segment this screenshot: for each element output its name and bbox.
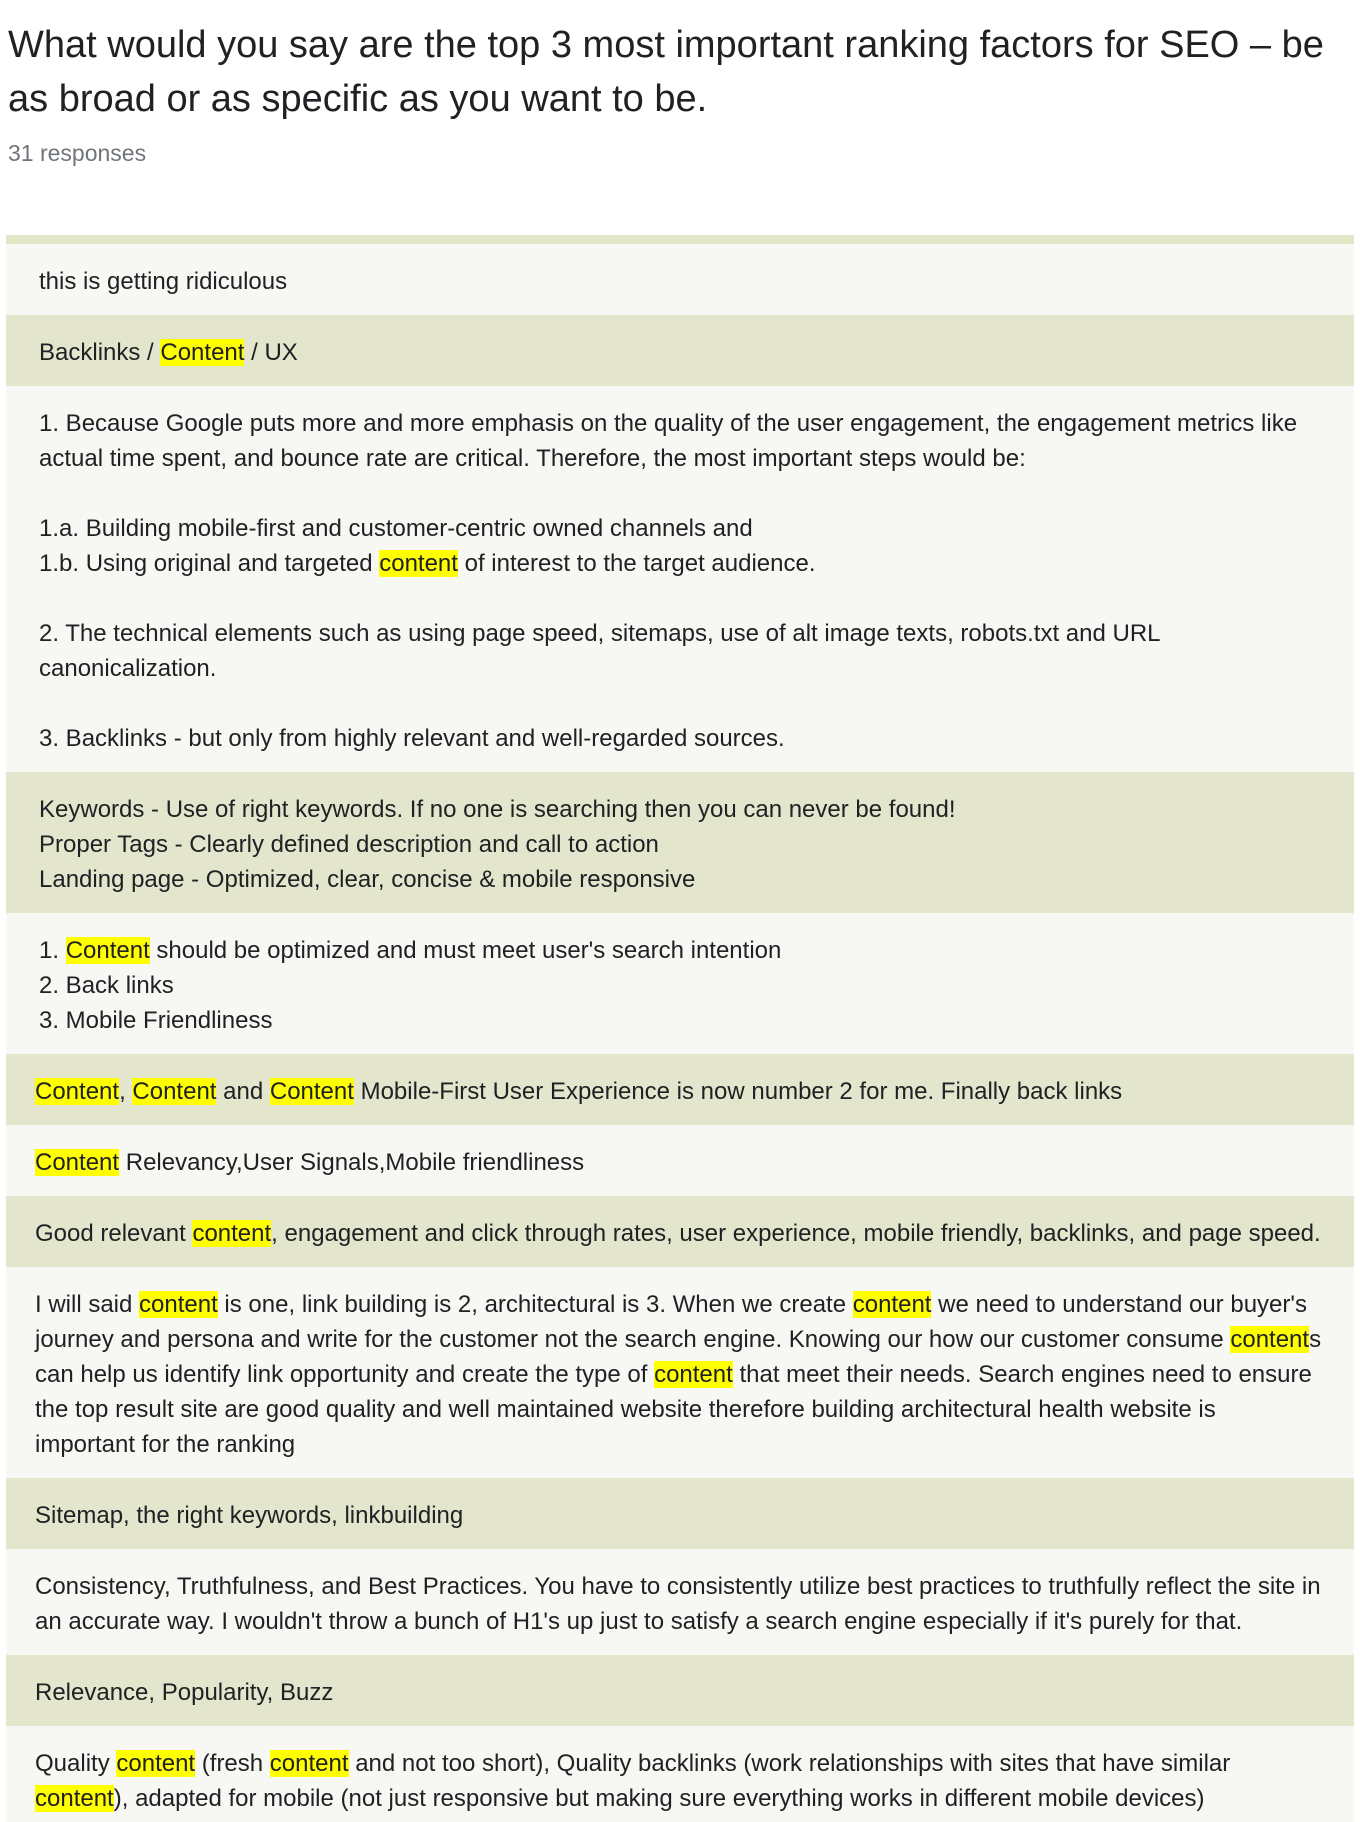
response-text: Mobile-First User Experience is now number 2 for me. Finally back links [353,1078,1123,1105]
response-item [6,913,1354,1054]
highlighted-term: content [269,1750,349,1777]
response-text: Sitemap, the right keywords, linkbuilding [35,1502,464,1529]
response-item [6,244,1354,315]
response-text: should be optimized and must meet user's search intention 2. Back links 3. Mobile Friendliness [39,937,782,1034]
response-item [6,772,1354,913]
response-text: 1. [39,937,66,964]
highlighted-term: content [192,1220,272,1247]
response-text: and not too short), Quality backlinks (work relationships with sites that have similar [348,1750,1237,1777]
response-item [6,1726,1354,1822]
response-item [6,315,1354,386]
response-text: of interest to the target audience. 2. The technical elements such as using page speed, sitemaps, use of alt image texts, robots.txt and URL canonicalization. 3. Backlinks - but only from highly relevant and well-regarded sources. [39,550,1160,752]
highlighted-term: content [379,550,458,577]
response-text: this is getting ridiculous [39,268,288,295]
response-text: is one, link building is 2, architectural is 3. When we create [217,1291,853,1318]
highlighted-term: Content [65,937,150,964]
highlighted-term: Content [132,1078,217,1105]
response-text: I will said [35,1291,140,1318]
response-item [6,1549,1354,1655]
highlighted-term: Content [35,1149,120,1176]
response-text: Relevance, Popularity, Buzz [35,1679,334,1706]
highlighted-term: content [116,1750,196,1777]
highlighted-term: Content [269,1078,354,1105]
response-item [6,1054,1354,1125]
response-text: we need to understand our buyer's journey and persona and write for the customer not the search engine. Knowing our how our customer consume [35,1291,1314,1353]
response-item [6,386,1354,772]
response-item [6,1655,1354,1726]
response-text: Quality [35,1750,117,1777]
response-text: that meet their needs. Search engines need to ensure the top result site are good quality and well maintained website therefore building architectural health website is important for the ranking [35,1361,1319,1458]
response-text: s can help us identify link opportunity and create the type of [35,1326,1328,1388]
response-item [6,1267,1354,1478]
response-text: Keywords - Use of right keywords. If no one is searching then you can never be found! Proper Tags - Clearly defined description and call to action Landing page - Optimized, clear, concise & mobile responsive [39,796,956,893]
response-text: ), adapted for mobile (not just responsive but making sure everything works in different mobile devices) [113,1785,1205,1812]
highlighted-term: content [654,1361,733,1388]
response-item [6,1125,1354,1196]
response-text: Consistency, Truthfulness, and Best Practices. You have to consistently utilize best practices to truthfully reflect the site in an accurate way. I wouldn't throw a bunch of H1's up just to satisfy a search engine especially if it's purely for that. [35,1573,1328,1635]
response-text: and [216,1078,270,1105]
highlighted-term: Content [35,1078,120,1105]
highlighted-term: content [35,1785,114,1812]
response-count: 31 responses [8,140,147,166]
response-text: 1. Because Google puts more and more emphasis on the quality of the user engagement, the engagement metrics like actual time spent, and bounce rate are critical. Therefore, the most important steps would be: 1.a. Building mobile-first and customer-centric owned channels and 1.b. Using original and targeted [39,410,1298,577]
response-text: Backlinks / [39,339,161,366]
highlighted-term: Content [160,339,245,366]
highlighted-term: content [852,1291,932,1318]
response-text: , [119,1078,133,1105]
response-text: / UX [244,339,298,366]
response-item [6,1196,1354,1267]
response-text: Good relevant [35,1220,193,1247]
question-title: What would you say are the top 3 most important ranking factors for SEO – be as broad or as specific as you want to be. [8,24,1324,120]
response-text: , engagement and click through rates, user experience, mobile friendly, backlinks, and page speed. [271,1220,1321,1247]
response-text: Relevancy,User Signals,Mobile friendliness [119,1149,585,1176]
response-text: (fresh [195,1750,270,1777]
highlighted-term: content [1230,1326,1310,1353]
response-list[interactable] [6,235,1354,1822]
response-item [6,1478,1354,1549]
highlighted-term: content [139,1291,218,1318]
